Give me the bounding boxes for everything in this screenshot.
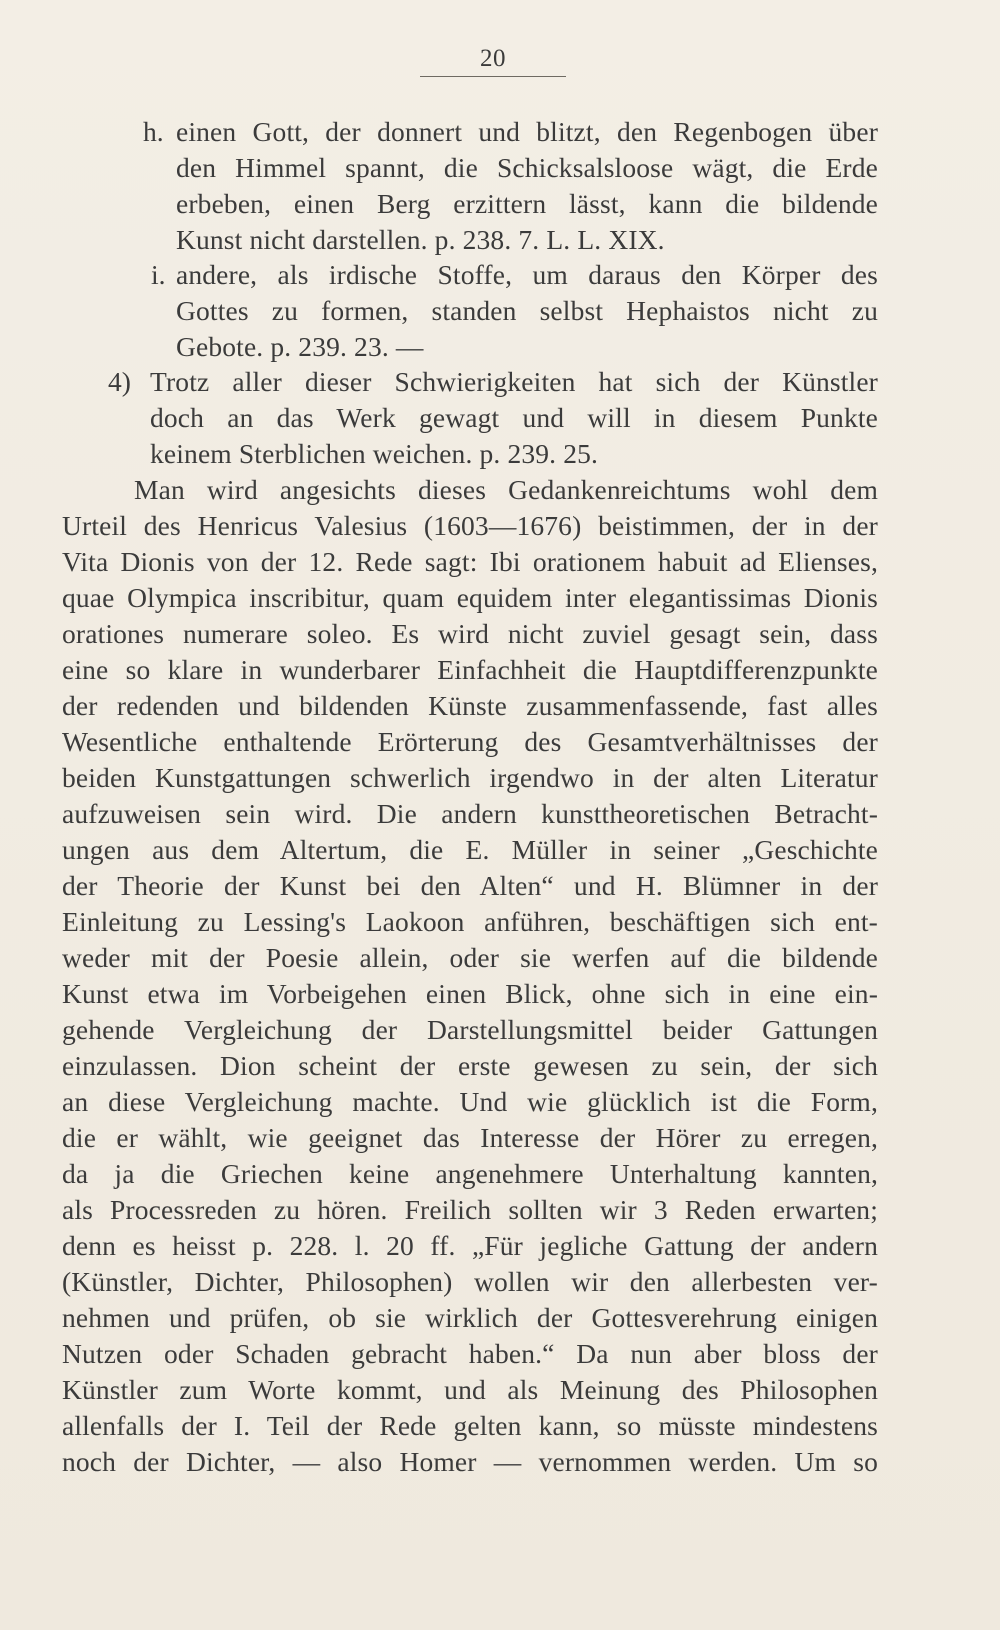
item-4-line: Trotz aller dieser Schwierigkeiten hat sich der Künstler: [150, 366, 878, 397]
body-line: Nutzen oder Schaden gebracht haben.“ Da nun aber bloss der: [62, 1338, 878, 1369]
body-line: Künstler zum Worte kommt, und als Meinung des Philosophen: [62, 1374, 878, 1405]
item-i-line: Gottes zu formen, standen selbst Hephaistos nicht zu: [176, 295, 878, 326]
item-h-line: erbeben, einen Berg erzittern lässt, kann die bildende: [176, 188, 878, 219]
body-line: (Künstler, Dichter, Philosophen) wollen wir den allerbesten ver-: [62, 1266, 878, 1297]
item-4-line: doch an das Werk gewagt und will in diesem Punkte: [150, 402, 878, 433]
body-line: da ja die Griechen keine angenehmere Unterhaltung kannten,: [62, 1158, 878, 1189]
page-number: 20: [480, 45, 506, 72]
body-line: als Processreden zu hören. Freilich sollten wir 3 Reden erwarten;: [62, 1194, 878, 1225]
body-line: orationes numerare soleo. Es wird nicht zuviel gesagt sein, dass: [62, 618, 878, 649]
body-line: der redenden und bildenden Künste zusammenfassende, fast alles: [62, 690, 878, 721]
item-label-h: h.: [143, 116, 164, 147]
body-line: Kunst etwa im Vorbeigehen einen Blick, ohne sich in eine ein-: [62, 978, 878, 1009]
item-i-line: andere, als irdische Stoffe, um daraus den Körper des: [176, 259, 878, 290]
body-line: der Theorie der Kunst bei den Alten“ und H. Blümner in der: [62, 870, 878, 901]
body-line: einzulassen. Dion scheint der erste gewesen zu sein, der sich: [62, 1050, 878, 1081]
body-line: ungen aus dem Altertum, die E. Müller in seiner „Geschichte: [62, 834, 878, 865]
body-line: eine so klare in wunderbarer Einfachheit die Hauptdifferenzpunkte: [62, 654, 878, 685]
body-line: allenfalls der I. Teil der Rede gelten kann, so müsste mindestens: [62, 1410, 878, 1441]
item-label-i: i.: [151, 259, 166, 290]
body-line: nehmen und prüfen, ob sie wirklich der Gottesverehrung einigen: [62, 1302, 878, 1333]
body-line: denn es heisst p. 228. l. 20 ff. „Für jegliche Gattung der andern: [62, 1230, 878, 1261]
body-line: Einleitung zu Lessing's Laokoon anführen, beschäftigen sich ent-: [62, 906, 878, 937]
body-line: gehende Vergleichung der Darstellungsmittel beider Gattungen: [62, 1014, 878, 1045]
body-line: die er wählt, wie geeignet das Interesse der Hörer zu erregen,: [62, 1122, 878, 1153]
body-line: Wesentliche enthaltende Erörterung des Gesamtverhältnisses der: [62, 726, 878, 757]
body-line: Man wird angesichts dieses Gedankenreichtums wohl dem: [134, 474, 878, 505]
item-h-line: Kunst nicht darstellen. p. 238. 7. L. L. XIX.: [176, 224, 665, 255]
header-rule: [420, 76, 566, 77]
item-h-line: einen Gott, der donnert und blitzt, den Regenbogen über: [176, 116, 878, 147]
item-i-line: Gebote. p. 239. 23. —: [176, 331, 424, 362]
body-line: quae Olympica inscribitur, quam equidem inter elegantissimas Dionis: [62, 582, 878, 613]
body-line: an diese Vergleichung machte. Und wie glücklich ist die Form,: [62, 1086, 878, 1117]
item-label-4: 4): [108, 366, 131, 397]
body-line: Urteil des Henricus Valesius (1603—1676) beistimmen, der in der: [62, 510, 878, 541]
body-line: aufzuweisen sein wird. Die andern kunsttheoretischen Betracht-: [62, 798, 878, 829]
item-h-line: den Himmel spannt, die Schicksalsloose wägt, die Erde: [176, 152, 878, 183]
body-line: beiden Kunstgattungen schwerlich irgendwo in der alten Literatur: [62, 762, 878, 793]
page-header: [420, 44, 566, 77]
body-line: noch der Dichter, — also Homer — vernommen werden. Um so: [62, 1446, 878, 1477]
item-4-line: keinem Sterblichen weichen. p. 239. 25.: [150, 438, 599, 469]
body-line: weder mit der Poesie allein, oder sie werfen auf die bildende: [62, 942, 878, 973]
body-line: Vita Dionis von der 12. Rede sagt: Ibi orationem habuit ad Elienses,: [62, 546, 878, 577]
